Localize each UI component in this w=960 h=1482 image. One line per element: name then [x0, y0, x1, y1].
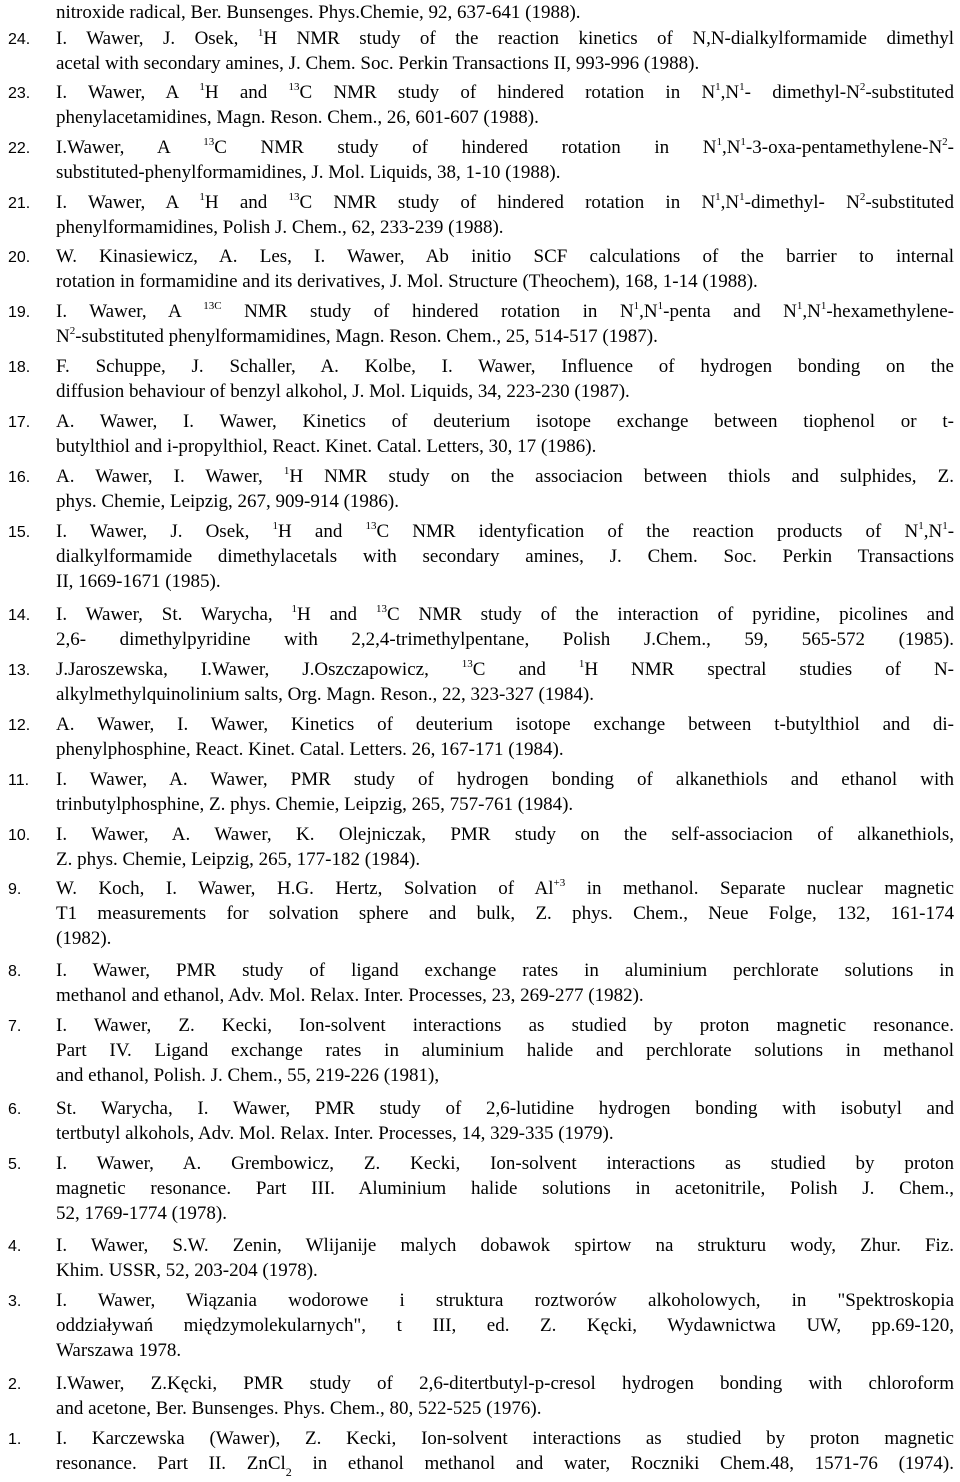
reference-line: 2,6- dimethylpyridine with 2,2,4-trimethylpentane, Polish J.Chem., 59, 565-572 (1985). [56, 629, 954, 650]
reference-line: I. Wawer, A $^{13C}$ NMR study of hindered rotation in $N^1,N^1$-penta and $N^1,N^1-hexamethylene-$ [56, 299, 954, 322]
reference-line: Part IV. Ligand exchange rates in aluminium halide and perchlorate solutions in methanol [56, 1040, 954, 1061]
reference-line: I. Wawer, S.W. Zenin, Wlijanije malych dobawok spirtow na strukturu wody, Zhur. Fiz. [56, 1235, 954, 1256]
reference-line: nitroxide radical, Ber. Bunsenges. Phys.Chemie, 92, 637-641 (1988). [56, 2, 581, 23]
reference-line: trinbutylphosphine, Z. phys. Chemie, Leipzig, 265, 757-761 (1984). [56, 794, 574, 815]
reference-line: A. Wawer, I. Wawer, Kinetics of deuterium isotope exchange between tiophenol or t- [56, 411, 954, 432]
reference-line: phenylformamidines, Polish J. Chem., 62, 233-239 (1988). [56, 217, 504, 238]
reference-text [56, 1426, 954, 1476]
reference-line: resonance. Part II. ZnCl$_2$ in ethanol methanol and water, Roczniki Chem.48, 1571-76 (1974). [56, 1453, 954, 1476]
reference-line: (1982). [56, 928, 112, 949]
reference-line: II, 1669-1671 (1985). [56, 571, 221, 592]
reference-number: 3. [8, 1293, 22, 1310]
reference-text [56, 767, 954, 817]
reference-line: butylthiol and i-propylthiol, React. Kinet. Catal. Letters, 30, 17 (1986). [56, 436, 597, 457]
reference-line: tertbutyl alkohols, Adv. Mol. Relax. Inter. Processes, 14, 329-335 (1979). [56, 1123, 614, 1144]
reference-line: I.Wawer, Z.Kęcki, PMR study of 2,6-ditertbutyl-p-cresol hydrogen bonding with chloroform [56, 1373, 954, 1394]
reference-text [56, 1096, 954, 1146]
reference-line: and acetone, Ber. Bunsenges. Phys. Chem., 80, 522-525 (1976). [56, 1398, 542, 1419]
reference-text [56, 1233, 954, 1283]
reference-line: I. Wawer, A $^1$H and $^{13}$C NMR study of hindered rotation in $N^1,N^1-dimethyl-$ $N^2$-substituted [56, 190, 954, 213]
reference-number: 6. [8, 1101, 22, 1118]
reference-text [56, 354, 954, 404]
reference-text [56, 1288, 954, 1363]
reference-line: I. Wawer, A. Wawer, K. Olejniczak, PMR study on the self-associacion of alkanethiols, [56, 824, 954, 845]
reference-number: 16. [8, 469, 31, 486]
reference-text [56, 26, 954, 76]
reference-number: 5. [8, 1156, 22, 1173]
reference-number: 11. [8, 772, 30, 789]
reference-number: 1. [8, 1431, 22, 1448]
reference-text [56, 135, 954, 185]
reference-text [56, 519, 954, 594]
reference-text [56, 190, 954, 240]
reference-line: I. Wawer, A $^1$H and $^{13}$C NMR study of hindered rotation in $N^1,N^1-$ dimethyl-$N^2$-substituted [56, 80, 954, 103]
reference-line: T1 measurements for solvation sphere and bulk, Z. phys. Chem., Neue Folge, 132, 161-174 [56, 903, 954, 924]
reference-line: I. Wawer, St. Warycha, $^1$H and $^{13}$C NMR study of the interaction of pyridine, picolines and [56, 602, 954, 625]
reference-line: I. Wawer, Wiązania wodorowe i struktura roztworów alkoholowych, in "Spektroskopia [56, 1290, 954, 1311]
reference-text [56, 244, 954, 294]
reference-line: A. Wawer, I. Wawer, $^1$H NMR study on the associacion between thiols and sulphides, Z. [56, 464, 954, 487]
reference-line: and ethanol, Polish. J. Chem., 55, 219-226 (1981), [56, 1065, 440, 1086]
reference-line: Warszawa 1978. [56, 1340, 182, 1361]
reference-number: 10. [8, 827, 31, 844]
reference-number: 12. [8, 717, 31, 734]
reference-line: Khim. USSR, 52, 203-204 (1978). [56, 1260, 318, 1281]
reference-text [56, 0, 954, 25]
reference-text [56, 657, 954, 707]
reference-line: methanol and ethanol, Adv. Mol. Relax. Inter. Processes, 23, 269-277 (1982). [56, 985, 644, 1006]
reference-text [56, 80, 954, 130]
reference-line: Z. phys. Chemie, Leipzig, 265, 177-182 (1984). [56, 849, 421, 870]
reference-text [56, 876, 954, 951]
reference-number: 7. [8, 1018, 22, 1035]
reference-line: I. Wawer, J. Osek, $^1$H NMR study of the reaction kinetics of N,N-dialkylformamide dimethyl [56, 26, 954, 49]
reference-text [56, 1013, 954, 1088]
reference-text [56, 299, 954, 349]
reference-number: 2. [8, 1376, 22, 1393]
reference-line: phenylacetamidines, Magn. Reson. Chem., 26, 601-607 (1988). [56, 107, 539, 128]
reference-text [56, 1151, 954, 1226]
reference-line: I. Wawer, A. Grembowicz, Z. Kecki, Ion-solvent interactions as studied by proton [56, 1153, 954, 1174]
reference-number: 23. [8, 85, 31, 102]
reference-number: 14. [8, 607, 31, 624]
reference-line: I. Wawer, J. Osek, $^1$H and $^{13}$C NMR identyfication of the reaction products of $N^1,N^1-$ [56, 519, 954, 542]
reference-line: acetal with secondary amines, J. Chem. Soc. Perkin Transactions II, 993-996 (1988). [56, 53, 700, 74]
reference-line: magnetic resonance. Part III. Aluminium halide solutions in acetonitrile, Polish J. Chem., [56, 1178, 954, 1199]
reference-line: St. Warycha, I. Wawer, PMR study of 2,6-lutidine hydrogen bonding with isobutyl and [56, 1098, 954, 1119]
reference-number: 22. [8, 140, 31, 157]
reference-line: substituted-phenylformamidines, J. Mol. Liquids, 38, 1-10 (1988). [56, 162, 561, 183]
reference-line: 52, 1769-1774 (1978). [56, 1203, 227, 1224]
reference-number: 17. [8, 414, 31, 431]
reference-line: I.Wawer, A $^{13}$C NMR study of hindered rotation in $N^1,N^1-3-oxa-pentamethylene-N^2-$ [56, 135, 954, 158]
reference-text [56, 409, 954, 459]
reference-line: diffusion behaviour of benzyl alkohol, J. Mol. Liquids, 34, 223-230 (1987). [56, 381, 630, 402]
reference-line: W. Kinasiewicz, A. Les, I. Wawer, Ab initio SCF calculations of the barrier to internal [56, 246, 954, 267]
reference-line: A. Wawer, I. Wawer, Kinetics of deuterium isotope exchange between t-butylthiol and di- [56, 714, 954, 735]
reference-line: $N^2$-substituted phenylformamidines, Magn. Reson. Chem., 25, 514-517 (1987). [56, 324, 658, 347]
reference-line: rotation in formamidine and its derivatives, J. Mol. Structure (Theochem), 168, 1-14 (1988). [56, 271, 758, 292]
reference-line: phys. Chemie, Leipzig, 267, 909-914 (1986). [56, 491, 400, 512]
reference-line: F. Schuppe, J. Schaller, A. Kolbe, I. Wawer, Influence of hydrogen bonding on the [56, 356, 954, 377]
reference-line: dialkylformamide dimethylacetals with secondary amines, J. Chem. Soc. Perkin Transactions [56, 546, 954, 567]
reference-number: 21. [8, 195, 31, 212]
reference-number: 20. [8, 249, 31, 266]
reference-line: oddziaływań międzymolekularnych", t III, ed. Z. Kęcki, Wydawnictwa UW, pp.69-120, [56, 1315, 954, 1336]
reference-text [56, 602, 954, 652]
reference-line: alkylmethylquinolinium salts, Org. Magn. Reson., 22, 323-327 (1984). [56, 684, 594, 705]
reference-number: 19. [8, 304, 31, 321]
reference-line: J.Jaroszewska, I.Wawer, J.Oszczapowicz, $^{13}$C and $^1$H NMR spectral studies of N- [56, 657, 954, 680]
reference-line: I. Wawer, A. Wawer, PMR study of hydrogen bonding of alkanethiols and ethanol with [56, 769, 954, 790]
reference-number: 24. [8, 31, 31, 48]
reference-number: 18. [8, 359, 31, 376]
reference-text [56, 712, 954, 762]
reference-line: I. Wawer, Z. Kecki, Ion-solvent interactions as studied by proton magnetic resonance. [56, 1015, 954, 1036]
reference-line: I. Wawer, PMR study of ligand exchange rates in aluminium perchlorate solutions in [56, 960, 954, 981]
reference-text [56, 464, 954, 514]
reference-line: phenylphosphine, React. Kinet. Catal. Letters. 26, 167-171 (1984). [56, 739, 564, 760]
reference-line: W. Koch, I. Wawer, H.G. Hertz, Solvation of $Al^{+3}$ in methanol. Separate nuclear magnetic [56, 876, 954, 899]
reference-text [56, 1371, 954, 1421]
reference-number: 9. [8, 881, 22, 898]
reference-text [56, 958, 954, 1008]
reference-text [56, 822, 954, 872]
reference-number: 13. [8, 662, 31, 679]
reference-number: 8. [8, 963, 22, 980]
reference-number: 15. [8, 524, 31, 541]
reference-line: I. Karczewska (Wawer), Z. Kecki, Ion-solvent interactions as studied by proton magnetic [56, 1428, 954, 1449]
reference-number: 4. [8, 1238, 22, 1255]
